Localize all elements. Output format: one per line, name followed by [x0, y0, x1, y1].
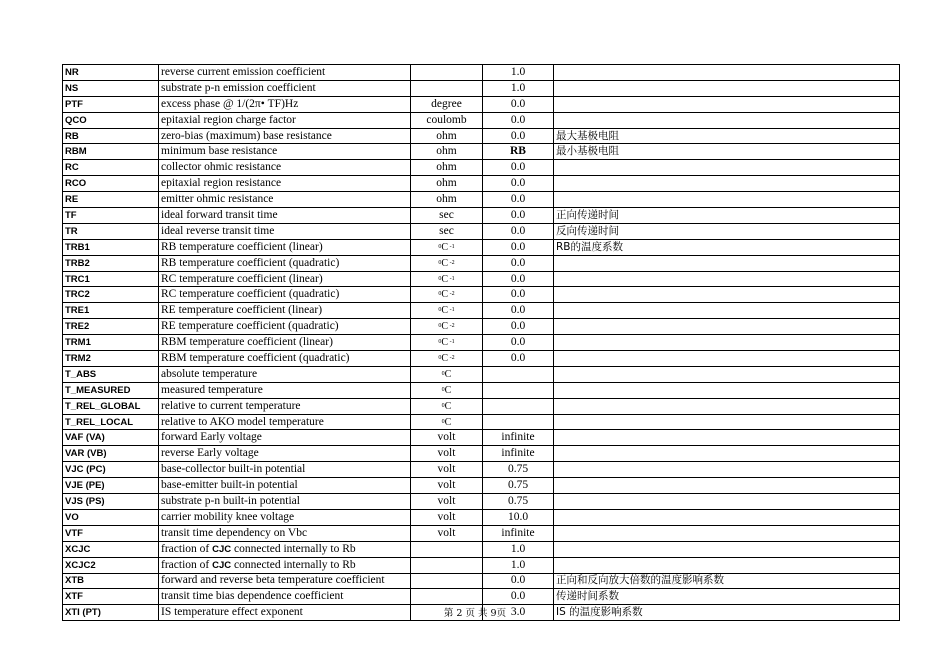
- param-default: 0.0: [483, 573, 554, 589]
- table-row: [63, 525, 900, 541]
- param-note: [554, 494, 900, 510]
- param-name: TRB1: [63, 239, 159, 255]
- param-note: IS 的温度影响系数: [554, 605, 900, 621]
- param-note: 最小基极电阻: [554, 144, 900, 160]
- param-description: IS temperature effect exponent: [159, 605, 411, 621]
- param-note: [554, 287, 900, 303]
- param-note: [554, 65, 900, 81]
- param-name: XTF: [63, 589, 159, 605]
- table-row: [63, 144, 900, 160]
- param-name: TRB2: [63, 255, 159, 271]
- param-unit: $^0$C $^{-1}$: [411, 335, 483, 351]
- param-unit: sec: [411, 223, 483, 239]
- param-name: TR: [63, 223, 159, 239]
- param-note: 最大基极电阻: [554, 128, 900, 144]
- param-description: reverse Early voltage: [159, 446, 411, 462]
- table-row: [63, 239, 900, 255]
- table-row: [63, 573, 900, 589]
- param-description: measured temperature: [159, 382, 411, 398]
- param-unit: [411, 80, 483, 96]
- param-description: collector ohmic resistance: [159, 160, 411, 176]
- param-note: RB的温度系数: [554, 239, 900, 255]
- param-unit: ohm: [411, 144, 483, 160]
- param-name: XCJC: [63, 541, 159, 557]
- param-default: 0.0: [483, 208, 554, 224]
- table-row: [63, 462, 900, 478]
- param-name: T_REL_GLOBAL: [63, 398, 159, 414]
- param-description: RB temperature coefficient (quadratic): [159, 255, 411, 271]
- param-unit: ohm: [411, 160, 483, 176]
- param-default: 1.0: [483, 80, 554, 96]
- table-row: [63, 478, 900, 494]
- param-name: T_REL_LOCAL: [63, 414, 159, 430]
- param-unit: [411, 557, 483, 573]
- table-row: [63, 303, 900, 319]
- param-default: 10.0: [483, 509, 554, 525]
- param-unit: [411, 65, 483, 81]
- param-name: RB: [63, 128, 159, 144]
- param-description: minimum base resistance: [159, 144, 411, 160]
- table-row: [63, 541, 900, 557]
- param-unit: $^0$C: [411, 382, 483, 398]
- param-note: [554, 382, 900, 398]
- param-description: relative to current temperature: [159, 398, 411, 414]
- param-unit: $^0$C: [411, 414, 483, 430]
- param-note: [554, 255, 900, 271]
- param-description: forward and reverse beta temperature coefficient: [159, 573, 411, 589]
- table-row: [63, 366, 900, 382]
- param-note: [554, 446, 900, 462]
- param-default: 3.0: [483, 605, 554, 621]
- param-name: TRE1: [63, 303, 159, 319]
- param-note: [554, 192, 900, 208]
- param-description: ideal reverse transit time: [159, 223, 411, 239]
- param-default: infinite: [483, 446, 554, 462]
- param-default: [483, 414, 554, 430]
- param-description: reverse current emission coefficient: [159, 65, 411, 81]
- param-description: base-collector built-in potential: [159, 462, 411, 478]
- param-name: VJS (PS): [63, 494, 159, 510]
- param-unit: volt: [411, 462, 483, 478]
- param-note: [554, 351, 900, 367]
- param-name: VO: [63, 509, 159, 525]
- param-name: TF: [63, 208, 159, 224]
- param-unit: volt: [411, 478, 483, 494]
- param-description: RBM temperature coefficient (linear): [159, 335, 411, 351]
- param-default: 1.0: [483, 541, 554, 557]
- param-name: XTB: [63, 573, 159, 589]
- param-name: PTF: [63, 96, 159, 112]
- param-name: T_MEASURED: [63, 382, 159, 398]
- param-description: excess phase @ 1/(2π• TF)Hz: [159, 96, 411, 112]
- param-note: 正向传递时间: [554, 208, 900, 224]
- param-note: 传递时间系数: [554, 589, 900, 605]
- param-note: [554, 366, 900, 382]
- param-description: ideal forward transit time: [159, 208, 411, 224]
- table-row: [63, 160, 900, 176]
- table-row: [63, 494, 900, 510]
- param-name: VJC (PC): [63, 462, 159, 478]
- param-unit: volt: [411, 446, 483, 462]
- param-name: RC: [63, 160, 159, 176]
- param-unit: $^0$C $^{-2}$: [411, 319, 483, 335]
- param-description: fraction of CJC connected internally to Rb: [159, 541, 411, 557]
- param-unit: [411, 541, 483, 557]
- table-row: [63, 557, 900, 573]
- param-description: epitaxial region charge factor: [159, 112, 411, 128]
- param-name: RBM: [63, 144, 159, 160]
- param-unit: $^0$C: [411, 398, 483, 414]
- table-row: [63, 398, 900, 414]
- param-default: infinite: [483, 525, 554, 541]
- param-default: 0.0: [483, 96, 554, 112]
- param-note: [554, 557, 900, 573]
- param-note: [554, 271, 900, 287]
- table-row: [63, 446, 900, 462]
- param-default: 1.0: [483, 65, 554, 81]
- param-unit: volt: [411, 509, 483, 525]
- param-note: [554, 525, 900, 541]
- param-note: [554, 478, 900, 494]
- param-default: 0.75: [483, 478, 554, 494]
- param-description: carrier mobility knee voltage: [159, 509, 411, 525]
- param-default: 0.0: [483, 239, 554, 255]
- param-description: substrate p-n emission coefficient: [159, 80, 411, 96]
- page-footer: 第 2 页 共 9页: [443, 608, 507, 619]
- param-name: VTF: [63, 525, 159, 541]
- param-unit: $^0$C $^{-1}$: [411, 303, 483, 319]
- param-name: TRM2: [63, 351, 159, 367]
- param-description: RE temperature coefficient (quadratic): [159, 319, 411, 335]
- table-row: [63, 255, 900, 271]
- table-row: [63, 271, 900, 287]
- param-name: VAR (VB): [63, 446, 159, 462]
- param-name: T_ABS: [63, 366, 159, 382]
- table-row: [63, 335, 900, 351]
- param-default: 0.0: [483, 335, 554, 351]
- param-name: NR: [63, 65, 159, 81]
- table-row: [63, 192, 900, 208]
- param-note: 正向和反向放大倍数的温度影响系数: [554, 573, 900, 589]
- param-description: forward Early voltage: [159, 430, 411, 446]
- table-row: [63, 319, 900, 335]
- param-unit: degree: [411, 96, 483, 112]
- param-default: 0.0: [483, 255, 554, 271]
- table-row: [63, 414, 900, 430]
- param-name: TRM1: [63, 335, 159, 351]
- param-default: infinite: [483, 430, 554, 446]
- param-description: fraction of CJC connected internally to Rb: [159, 557, 411, 573]
- param-default: 0.0: [483, 271, 554, 287]
- param-note: [554, 462, 900, 478]
- param-default: 1.0: [483, 557, 554, 573]
- table-row: [63, 65, 900, 81]
- param-note: [554, 303, 900, 319]
- parameter-table-body: [63, 65, 900, 621]
- param-default: 0.0: [483, 160, 554, 176]
- param-default: 0.0: [483, 128, 554, 144]
- param-default: 0.0: [483, 287, 554, 303]
- param-default: 0.0: [483, 589, 554, 605]
- param-description: relative to AKO model temperature: [159, 414, 411, 430]
- param-default: [483, 366, 554, 382]
- table-row: [63, 430, 900, 446]
- param-description: absolute temperature: [159, 366, 411, 382]
- param-default: 0.0: [483, 351, 554, 367]
- table-row: [63, 176, 900, 192]
- param-description: zero-bias (maximum) base resistance: [159, 128, 411, 144]
- param-note: [554, 319, 900, 335]
- param-note: [554, 80, 900, 96]
- param-description: epitaxial region resistance: [159, 176, 411, 192]
- table-row: [63, 80, 900, 96]
- param-name: RE: [63, 192, 159, 208]
- table-row: [63, 223, 900, 239]
- param-unit: ohm: [411, 128, 483, 144]
- table-row: [63, 287, 900, 303]
- param-note: [554, 96, 900, 112]
- param-default: 0.75: [483, 462, 554, 478]
- param-name: TRC1: [63, 271, 159, 287]
- param-name: VJE (PE): [63, 478, 159, 494]
- param-unit: volt: [411, 494, 483, 510]
- param-note: [554, 335, 900, 351]
- param-unit: volt: [411, 525, 483, 541]
- param-default: 0.0: [483, 112, 554, 128]
- param-name: XCJC2: [63, 557, 159, 573]
- param-description: RC temperature coefficient (quadratic): [159, 287, 411, 303]
- table-row: [63, 382, 900, 398]
- param-unit: $^0$C $^{-1}$: [411, 239, 483, 255]
- param-default: 0.0: [483, 223, 554, 239]
- param-name: NS: [63, 80, 159, 96]
- param-note: [554, 160, 900, 176]
- param-description: substrate p-n built-in potential: [159, 494, 411, 510]
- table-row: [63, 509, 900, 525]
- param-unit: coulomb: [411, 112, 483, 128]
- table-row: [63, 589, 900, 605]
- param-description: RBM temperature coefficient (quadratic): [159, 351, 411, 367]
- param-unit: $^0$C $^{-2}$: [411, 255, 483, 271]
- table-row: [63, 96, 900, 112]
- param-description: RC temperature coefficient (linear): [159, 271, 411, 287]
- param-unit: $^0$C: [411, 366, 483, 382]
- param-name: RCO: [63, 176, 159, 192]
- param-unit: ohm: [411, 176, 483, 192]
- param-default: RB: [483, 144, 554, 160]
- param-note: [554, 509, 900, 525]
- param-name: TRE2: [63, 319, 159, 335]
- param-unit: volt: [411, 430, 483, 446]
- param-name: QCO: [63, 112, 159, 128]
- param-unit: [411, 573, 483, 589]
- param-unit: $^0$C $^{-2}$: [411, 351, 483, 367]
- param-unit: $^0$C $^{-1}$: [411, 271, 483, 287]
- param-note: [554, 176, 900, 192]
- param-description: RE temperature coefficient (linear): [159, 303, 411, 319]
- param-name: XTI (PT): [63, 605, 159, 621]
- param-description: RB temperature coefficient (linear): [159, 239, 411, 255]
- param-default: 0.0: [483, 176, 554, 192]
- param-note: [554, 414, 900, 430]
- param-note: [554, 541, 900, 557]
- param-note: [554, 430, 900, 446]
- param-name: VAF (VA): [63, 430, 159, 446]
- param-name: TRC2: [63, 287, 159, 303]
- param-default: 0.0: [483, 303, 554, 319]
- param-default: [483, 382, 554, 398]
- table-row: [63, 112, 900, 128]
- param-unit: [411, 589, 483, 605]
- table-row: [63, 351, 900, 367]
- param-default: 0.0: [483, 192, 554, 208]
- param-note: [554, 112, 900, 128]
- param-note: 反向传递时间: [554, 223, 900, 239]
- parameter-table: [62, 64, 900, 621]
- param-description: transit time bias dependence coefficient: [159, 589, 411, 605]
- param-default: 0.0: [483, 319, 554, 335]
- param-description: emitter ohmic resistance: [159, 192, 411, 208]
- param-unit: sec: [411, 208, 483, 224]
- param-note: [554, 398, 900, 414]
- param-default: [483, 398, 554, 414]
- table-row: [63, 128, 900, 144]
- table-row: [63, 208, 900, 224]
- param-unit: ohm: [411, 192, 483, 208]
- param-description: base-emitter built-in potential: [159, 478, 411, 494]
- param-unit: $^0$C $^{-2}$: [411, 287, 483, 303]
- param-description: transit time dependency on Vbc: [159, 525, 411, 541]
- param-default: 0.75: [483, 494, 554, 510]
